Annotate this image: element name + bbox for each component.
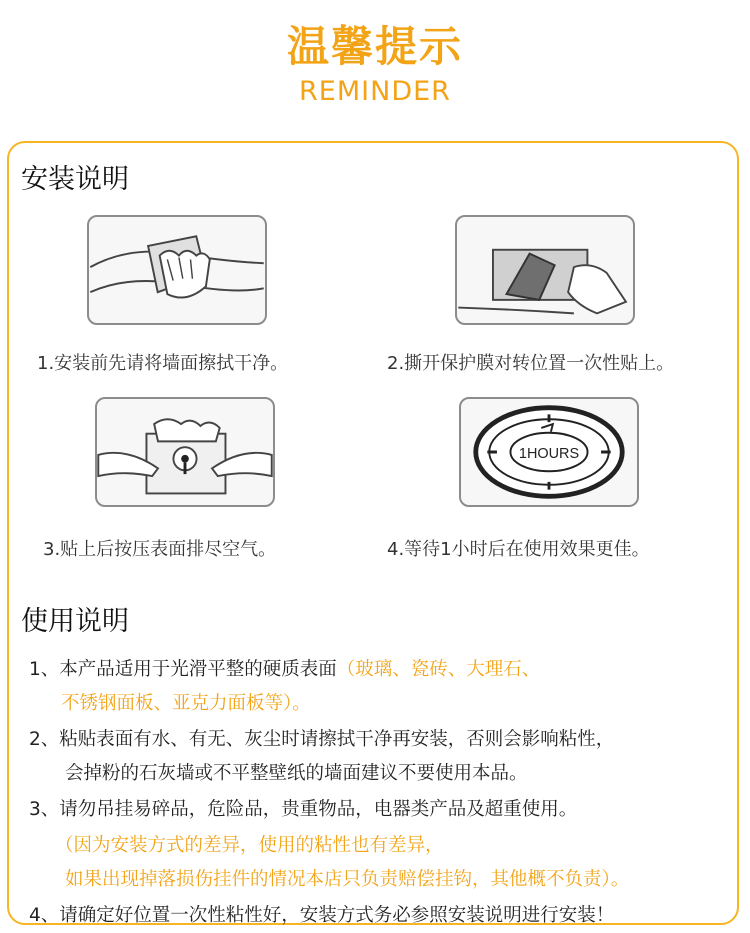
install-step-2-caption: 2.撕开保护膜对转位置一次性贴上。: [387, 353, 675, 374]
install-step-3-caption: 3.贴上后按压表面排尽空气。: [43, 539, 277, 560]
usage-item-2-cont: 会掉粉的石灰墙或不平整壁纸的墙面建议不要使用本品。: [65, 763, 528, 784]
install-step-4-caption: 4.等待1小时后在使用效果更佳。: [387, 539, 650, 560]
press-hook-icon: [95, 397, 275, 507]
usage-item-3: 3、请勿吊挂易碎品，危险品，贵重物品，电器类产品及超重使用。: [29, 799, 578, 820]
install-section-title: 安装说明: [21, 164, 129, 195]
install-step-1-caption: 1.安装前先请将墙面擦拭干净。: [37, 353, 289, 374]
usage-item-3-note: （因为安装方式的差异，使用的粘性也有差异，: [55, 835, 444, 856]
usage-item-2: 2、粘贴表面有水、有无、灰尘时请擦拭干净再安装，否则会影响粘性，: [29, 729, 615, 750]
peel-film-icon: [455, 215, 635, 325]
page-subtitle: REMINDER: [299, 76, 451, 107]
usage-item-3-note-cont: 如果出现掉落损伤挂件的情况本店只负责赔偿挂钩，其他概不负责）。: [65, 869, 630, 890]
clock-label: 1HOURS: [518, 445, 580, 462]
usage-item-1-highlight: （玻璃、瓷砖、大理石、: [336, 659, 541, 680]
usage-item-1: [29, 655, 540, 681]
usage-section-title: 使用说明: [21, 606, 129, 637]
usage-item-1-cont: 不锈钢面板、亚克力面板等）。: [61, 693, 311, 714]
usage-item-1-text: 1、本产品适用于光滑平整的硬质表面: [29, 659, 337, 680]
usage-item-4: 4、请确定好位置一次性粘性好，安装方式务必参照安装说明进行安装！: [29, 905, 615, 926]
page-title: 温馨提示: [286, 22, 463, 71]
wipe-wall-icon: [87, 215, 267, 325]
clock-icon: [459, 397, 639, 507]
reminder-panel: [7, 141, 739, 925]
